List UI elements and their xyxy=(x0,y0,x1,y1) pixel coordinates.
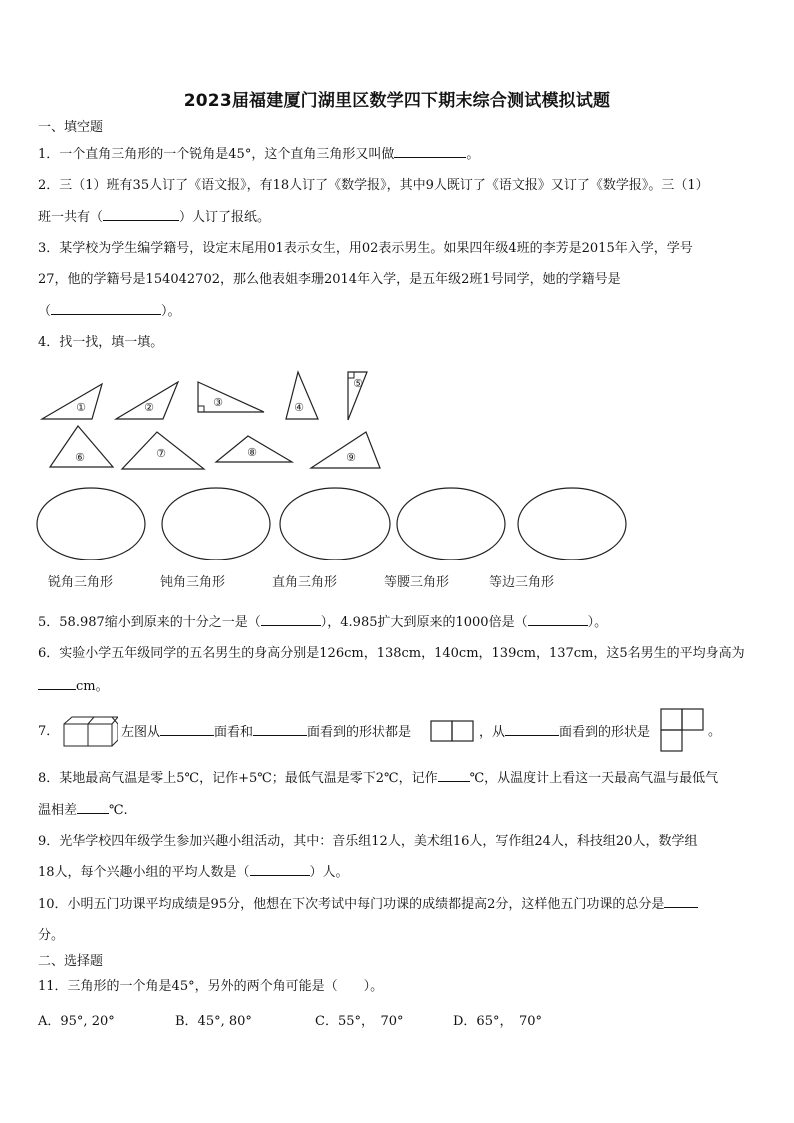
question-10-line-1 xyxy=(38,895,698,914)
two-square-view-figure xyxy=(430,720,474,742)
answer-blank[interactable] xyxy=(664,895,698,908)
question-9-line-2 xyxy=(38,863,349,882)
option-a[interactable]: A．95°, 20° xyxy=(38,1014,115,1029)
question-3-text-b: ）。 xyxy=(161,304,181,319)
question-2-line-1: 2．三（1）班有35人订了《语文报》，有18人订了《数学报》，其中9人既订了《语文报》又订了《数学报》。三（1） xyxy=(38,178,709,193)
question-9-line-1: 9．光华学校四年级学生参加兴趣小组活动，其中：音乐组12人，美术组16人，写作组24人，科技组20人，数学组 xyxy=(38,834,698,849)
section-heading-fill-in: 一、填空题 xyxy=(38,120,104,135)
question-11: 11．三角形的一个角是45°，另外的两个角可能是（ ）。 xyxy=(38,979,384,994)
question-1 xyxy=(38,145,479,164)
triangle-label: ② xyxy=(144,401,154,414)
option-b[interactable]: B．45°, 80° xyxy=(175,1014,252,1029)
question-9-text-a: 18人，每个兴趣小组的平均人数是（ xyxy=(38,865,250,880)
section-heading-choice: 二、选择题 xyxy=(38,954,104,969)
answer-blank[interactable] xyxy=(160,723,214,736)
triangle-label: ⑧ xyxy=(247,446,257,459)
answer-blank[interactable] xyxy=(103,208,179,221)
answer-blank[interactable] xyxy=(505,723,559,736)
category-ellipse-isosceles[interactable] xyxy=(397,488,505,560)
triangle-label: ⑤ xyxy=(353,377,363,390)
question-4: 4．找一找，填一填。 xyxy=(38,335,164,350)
category-label-obtuse: 钝角三角形 xyxy=(160,575,226,590)
category-ellipse-equilateral[interactable] xyxy=(518,488,626,560)
category-label-right: 直角三角形 xyxy=(272,575,338,590)
answer-blank[interactable] xyxy=(261,613,321,626)
triangle-label: ④ xyxy=(294,401,304,414)
category-label-acute: 锐角三角形 xyxy=(48,575,114,590)
question-8-line-2 xyxy=(38,801,128,820)
question-7-number: 7． xyxy=(38,724,60,739)
page-title: 2023届福建厦门湖里区数学四下期末综合测试模拟试题 xyxy=(183,91,611,111)
triangles-figure xyxy=(0,360,794,560)
question-5 xyxy=(38,613,607,632)
question-8-text-d: ℃. xyxy=(109,803,128,818)
triangle-label: ① xyxy=(76,401,86,414)
question-10-line-2: 分。 xyxy=(38,928,65,943)
question-8-text-c: 温相差 xyxy=(38,803,78,818)
l-shape-view-figure xyxy=(660,708,704,752)
question-7-text-e: 面看到的形状是 xyxy=(559,725,651,740)
question-7 xyxy=(38,723,59,741)
question-7-body xyxy=(121,723,411,742)
question-5-text-b: ），4.985扩大到原来的1000倍是（ xyxy=(320,615,528,630)
question-9-text-b: ）人。 xyxy=(309,865,349,880)
question-3-line-1: 3．某学校为学生编学籍号，设定末尾用01表示女生，用02表示男生。如果四年级4班的李芳是2015年入学，学号 xyxy=(38,241,693,256)
answer-blank[interactable] xyxy=(253,723,307,736)
question-7-text-d: ，从 xyxy=(479,725,506,740)
question-1-end: 。 xyxy=(466,147,480,162)
question-8-text-b: ℃，从温度计上看这一天最高气温与最低气 xyxy=(469,771,719,786)
answer-blank[interactable] xyxy=(438,769,470,782)
answer-blank[interactable] xyxy=(77,801,109,814)
triangle-label: ⑨ xyxy=(346,451,356,464)
question-7-text-b: 面看和 xyxy=(214,725,254,740)
category-ellipse-acute[interactable] xyxy=(37,488,145,560)
question-3-line-3 xyxy=(38,302,181,321)
question-6-line-1: 6．实验小学五年级同学的五名男生的身高分别是126cm，138cm，140cm，139cm，137cm，这5名男生的平均身高为 xyxy=(38,646,745,661)
category-ellipse-obtuse[interactable] xyxy=(162,488,270,560)
question-7-text-a: 左图从 xyxy=(121,725,161,740)
triangle-label: ③ xyxy=(213,396,223,409)
triangle-label: ⑦ xyxy=(156,447,166,460)
question-7-text-c: 面看到的形状都是 xyxy=(307,725,412,740)
cube-stack-figure xyxy=(62,714,118,748)
triangle-3-shape xyxy=(198,382,264,412)
right-angle-mark xyxy=(198,406,204,412)
question-6-text-b: cm。 xyxy=(76,679,109,694)
question-7-body-2 xyxy=(479,723,650,742)
question-5-text-c: ）。 xyxy=(587,615,608,630)
answer-blank[interactable] xyxy=(38,677,76,690)
category-label-equilateral: 等边三角形 xyxy=(489,575,555,590)
category-ellipse-right[interactable] xyxy=(280,488,390,560)
option-d[interactable]: D．65°， 70° xyxy=(453,1014,543,1029)
triangle-1-shape xyxy=(42,384,102,419)
question-10-text: 10．小明五门功课平均成绩是95分，他想在下次考试中每门功课的成绩都提高2分，这样他五门功课的总分是 xyxy=(38,897,665,912)
question-7-end: 。 xyxy=(708,724,722,739)
question-2-text-b: ）人订了报纸。 xyxy=(179,210,271,225)
option-c[interactable]: C．55°， 70° xyxy=(315,1014,404,1029)
question-2-text-a: 班一共有（ xyxy=(38,210,104,225)
question-8-line-1 xyxy=(38,769,718,788)
question-8-text-a: 8．某地最高气温是零上5℃，记作+5℃；最低气温是零下2℃，记作 xyxy=(38,771,438,786)
triangle-label: ⑥ xyxy=(75,451,85,464)
question-3-line-2: 27，他的学籍号是154042702，那么他表姐李珊2014年入学，是五年级2班1号同学，她的学籍号是 xyxy=(38,272,621,287)
question-5-text-a: 5．58.987缩小到原来的十分之一是（ xyxy=(38,615,261,630)
question-6-line-2 xyxy=(38,677,109,696)
answer-blank[interactable] xyxy=(250,863,310,876)
question-3-text-a: （ xyxy=(38,304,52,319)
answer-blank[interactable] xyxy=(528,613,588,626)
category-label-isosceles: 等腰三角形 xyxy=(384,575,450,590)
answer-blank[interactable] xyxy=(394,145,466,158)
answer-blank[interactable] xyxy=(51,302,161,315)
question-1-text: 1．一个直角三角形的一个锐角是45°，这个直角三角形又叫做 xyxy=(38,147,395,162)
question-2-line-2 xyxy=(38,208,270,227)
